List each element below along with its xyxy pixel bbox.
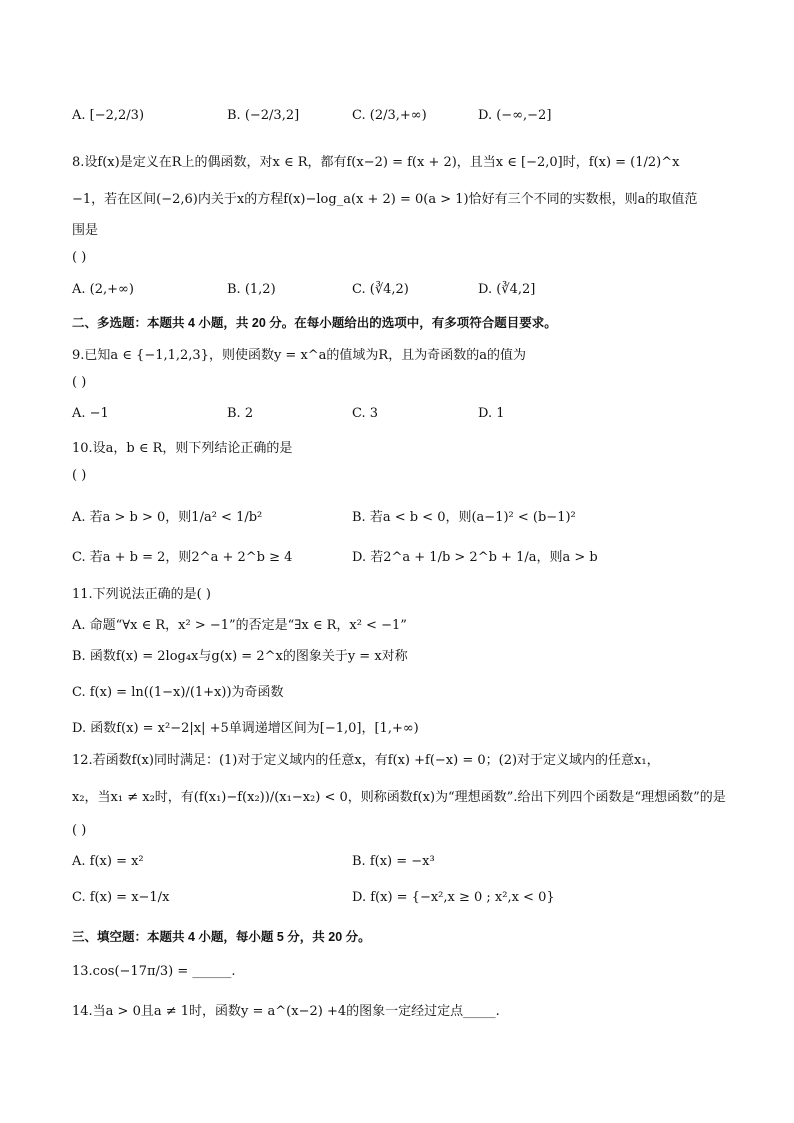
q8-l3: 围是 <box>72 223 99 238</box>
q8-l2: −1，若在区间(−2,6)内关于x的方程f(x)−log_a(x + 2) = 0(a > 1)恰好有三个不同的实数根，则a的取值范 <box>72 192 698 207</box>
q10-c: C. 若a + b = 2，则2^a + 2^b ≥ 4 <box>72 550 293 565</box>
q10-a: A. 若a > b > 0，则1/a² < 1/b² <box>72 510 263 525</box>
q11: 11.下列说法正确的是( ) <box>72 587 211 602</box>
q10-paren: ( ) <box>72 468 87 483</box>
q10: 10.设a，b ∈ R，则下列结论正确的是 <box>72 441 293 456</box>
sec2: 二、多选题：本题共 4 小题，共 20 分。在每小题给出的选项中，有多项符合题目要求。 <box>72 316 557 330</box>
q9-c: C. 3 <box>352 406 379 421</box>
q12-c: C. f(x) = x−1/x <box>72 890 170 905</box>
q8-l1: 8.设f(x)是定义在R上的偶函数，对x ∈ R，都有f(x−2) = f(x + 2)，且当x ∈ [−2,0]时，f(x) = (1/2)^x <box>72 155 680 170</box>
q9-b: B. 2 <box>227 406 254 421</box>
q7-c: C. (2/3,+∞) <box>352 108 427 123</box>
q10-d: D. 若2^a + 1/b > 2^b + 1/a，则a > b <box>352 550 598 565</box>
q9: 9.已知a ∈ {−1,1,2,3}，则使函数y = x^a的值域为R，且为奇函数的a的值为 <box>72 348 526 363</box>
q8-paren: ( ) <box>72 250 87 265</box>
sec3: 三、填空题：本题共 4 小题，每小题 5 分，共 20 分。 <box>72 930 371 944</box>
q13: 13.cos(−17π/3) = ______. <box>72 964 236 979</box>
q11-d: D. 函数f(x) = x²−2|x| +5单调递增区间为[−1,0]，[1,+∞) <box>72 721 419 736</box>
q12-b: B. f(x) = −x³ <box>352 854 435 869</box>
q8-b: B. (1,2) <box>227 282 276 297</box>
q12-l2: x₂，当x₁ ≠ x₂时，有(f(x₁)−f(x₂))/(x₁−x₂) < 0，则称函数f(x)为“理想函数”.给出下列四个函数是“理想函数”的是 <box>72 790 726 805</box>
q10-b: B. 若a < b < 0，则(a−1)² < (b−1)² <box>352 510 576 525</box>
q12-a: A. f(x) = x² <box>72 854 144 869</box>
q9-d: D. 1 <box>478 406 505 421</box>
q12-paren: ( ) <box>72 823 87 838</box>
q7-b: B. (−2/3,2] <box>227 108 300 123</box>
q8-c: C. (∛4,2) <box>352 282 409 297</box>
q12-l1: 12.若函数f(x)同时满足：(1)对于定义域内的任意x，有f(x) +f(−x) = 0；(2)对于定义域内的任意x₁， <box>72 753 660 768</box>
q11-b: B. 函数f(x) = 2log₄x与g(x) = 2^x的图象关于y = x对称 <box>72 649 408 664</box>
q8-a: A. (2,+∞) <box>72 282 134 297</box>
q7-a: A. [−2,2/3) <box>72 108 145 123</box>
q9-paren: ( ) <box>72 375 87 390</box>
q7-d: D. (−∞,−2] <box>478 108 552 123</box>
q9-a: A. −1 <box>72 406 109 421</box>
q8-d: D. (∛4,2] <box>478 282 536 297</box>
q12-d: D. f(x) = {−x²,x ≥ 0 ; x²,x < 0} <box>352 890 555 905</box>
q14: 14.当a > 0且a ≠ 1时，函数y = a^(x−2) +4的图象一定经过定点_____. <box>72 1004 500 1019</box>
q11-c: C. f(x) = ln((1−x)/(1+x))为奇函数 <box>72 685 284 700</box>
q11-a: A. 命题“∀x ∈ R，x² > −1”的否定是“∃x ∈ R，x² < −1” <box>72 618 407 633</box>
